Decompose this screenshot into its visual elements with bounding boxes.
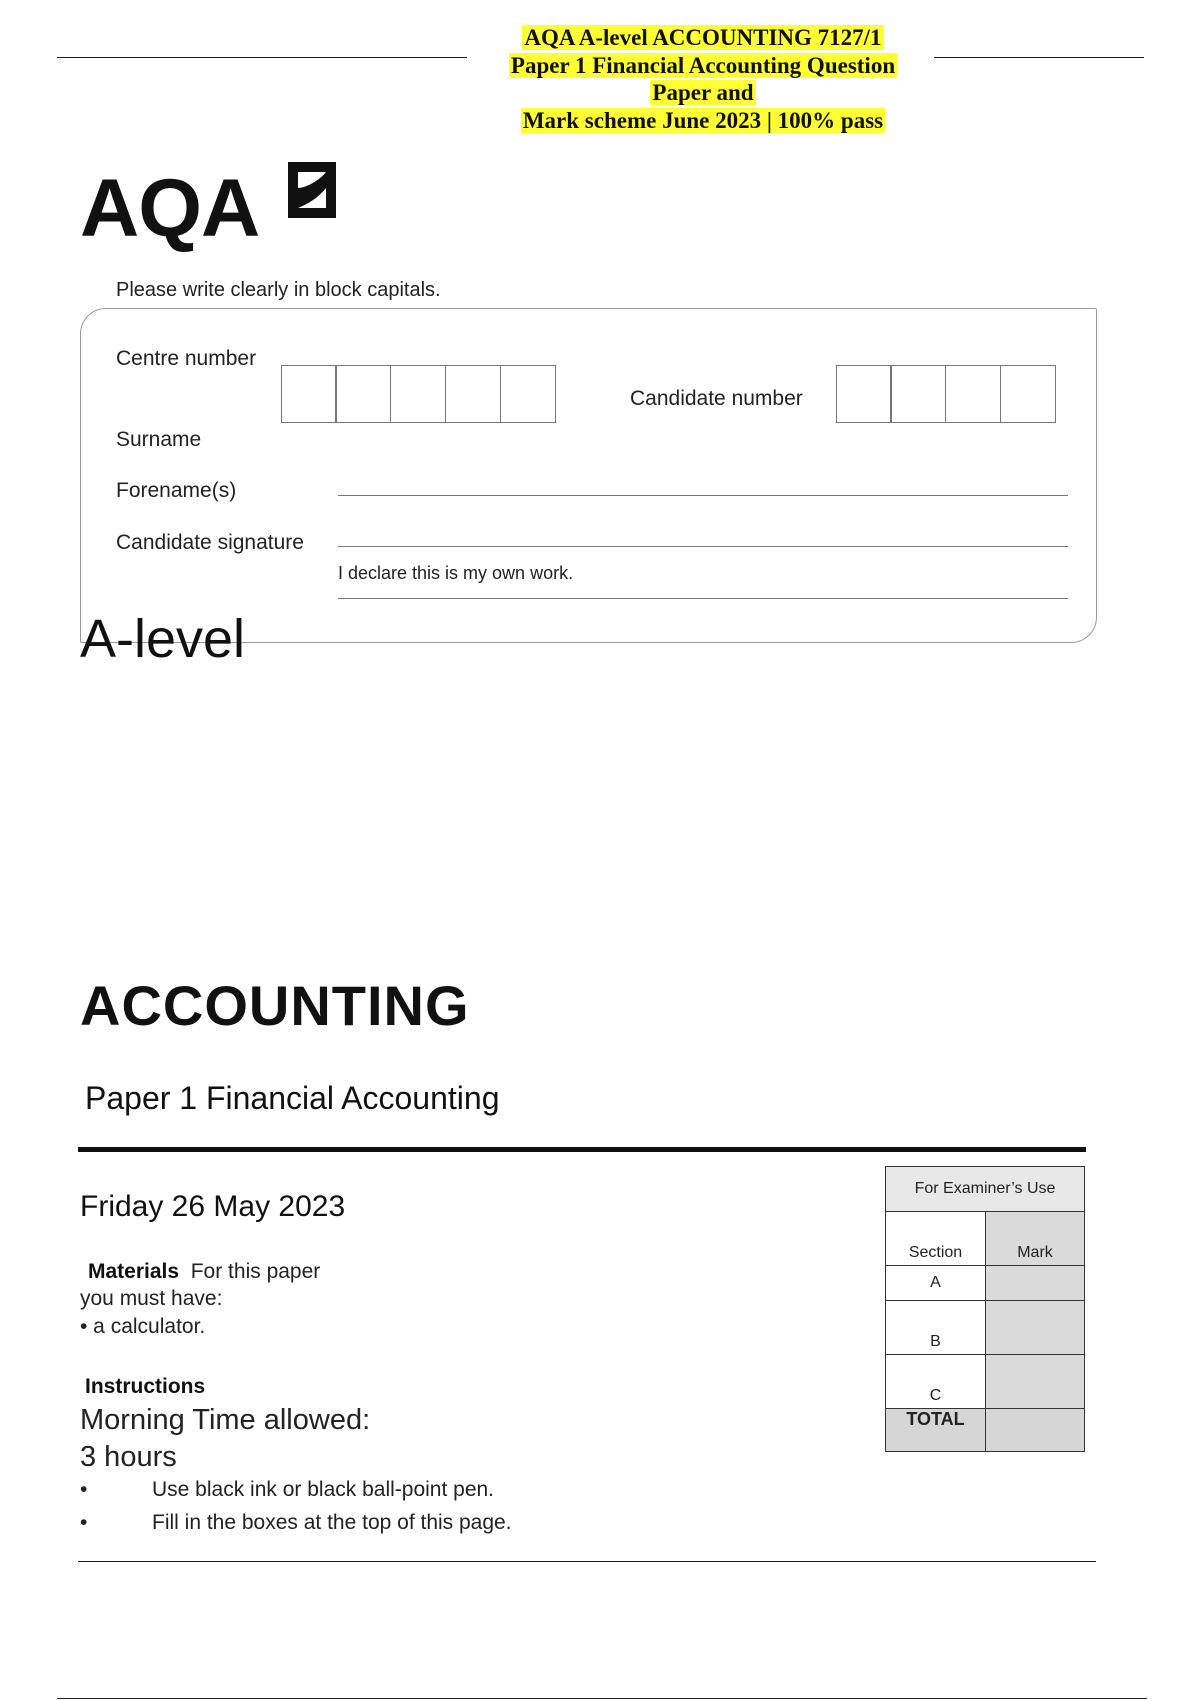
block-capitals-instruction: Please write clearly in block capitals. bbox=[116, 279, 441, 301]
total-mark bbox=[986, 1409, 1085, 1452]
declaration-rule bbox=[338, 598, 1068, 599]
instruction-bullet-2 bbox=[80, 1511, 512, 1535]
mark-column-header: Mark bbox=[986, 1212, 1085, 1266]
section-b-mark bbox=[986, 1301, 1085, 1355]
forenames-field[interactable] bbox=[338, 495, 1068, 496]
candidate-number-digit[interactable] bbox=[1000, 365, 1056, 423]
paper-title: Paper 1 Financial Accounting bbox=[85, 1080, 500, 1116]
candidate-number-label: Candidate number bbox=[630, 387, 803, 410]
instruction-text-2: Fill in the boxes at the top of this page. bbox=[152, 1511, 512, 1534]
bullet-icon: • bbox=[80, 1478, 88, 1501]
time-allowed-line-2: 3 hours bbox=[80, 1441, 177, 1473]
candidate-number-digit[interactable] bbox=[836, 365, 892, 423]
aqa-logo-icon bbox=[284, 158, 340, 220]
materials-line-2: you must have: bbox=[80, 1287, 223, 1311]
section-a-label: A bbox=[886, 1266, 986, 1301]
signature-label: Candidate signature bbox=[116, 531, 304, 554]
examiner-table-title: For Examiner’s Use bbox=[886, 1167, 1085, 1212]
signature-field[interactable] bbox=[338, 546, 1068, 547]
instructions-bottom-rule bbox=[78, 1561, 1096, 1562]
bullet-icon: • bbox=[80, 1511, 88, 1534]
title-divider bbox=[78, 1147, 1086, 1152]
banner-line-1: AQA A-level ACCOUNTING 7127/1 bbox=[524, 25, 882, 50]
candidate-number-boxes bbox=[837, 365, 1056, 423]
materials-section bbox=[80, 1258, 320, 1340]
time-allowed bbox=[80, 1402, 370, 1476]
instructions-heading: Instructions bbox=[85, 1375, 206, 1398]
surname-label: Surname bbox=[116, 428, 202, 451]
time-allowed-line-1: Morning Time allowed: bbox=[80, 1404, 371, 1436]
section-b-label: B bbox=[886, 1301, 986, 1355]
materials-heading: Materials bbox=[88, 1260, 180, 1283]
page-bottom-rule bbox=[57, 1698, 1147, 1699]
centre-number-boxes bbox=[282, 365, 556, 423]
section-a-mark bbox=[986, 1266, 1085, 1301]
centre-number-digit[interactable] bbox=[281, 365, 337, 423]
top-rule-right bbox=[934, 57, 1144, 58]
centre-number-digit[interactable] bbox=[335, 365, 391, 423]
candidate-number-digit[interactable] bbox=[890, 365, 946, 423]
centre-number-digit[interactable] bbox=[500, 365, 556, 423]
section-c-mark bbox=[986, 1355, 1085, 1409]
candidate-number-digit[interactable] bbox=[945, 365, 1001, 423]
section-c-label: C bbox=[886, 1355, 986, 1409]
banner-line-3: Paper and bbox=[652, 80, 754, 105]
banner-line-2: Paper 1 Financial Accounting Question bbox=[510, 52, 896, 78]
centre-number-digit[interactable] bbox=[445, 365, 501, 423]
exam-date: Friday 26 May 2023 bbox=[80, 1190, 346, 1223]
banner-line-4: Mark scheme June 2023 | 100% pass bbox=[522, 107, 884, 133]
examiner-use-table bbox=[885, 1166, 1085, 1452]
qualification-level: A-level bbox=[80, 609, 246, 669]
instruction-text-1: Use black ink or black ball-point pen. bbox=[152, 1478, 495, 1501]
section-column-header: Section bbox=[886, 1212, 986, 1266]
forenames-label: Forename(s) bbox=[116, 479, 237, 502]
total-label: TOTAL bbox=[886, 1409, 986, 1452]
instruction-bullet-1 bbox=[80, 1478, 494, 1502]
top-rule-left bbox=[57, 57, 467, 58]
centre-number-label: Centre number bbox=[116, 347, 257, 370]
aqa-logo-text: AQA bbox=[80, 163, 260, 254]
centre-number-digit[interactable] bbox=[390, 365, 446, 423]
subject-title: ACCOUNTING bbox=[80, 974, 470, 1037]
declaration-text: I declare this is my own work. bbox=[338, 563, 574, 583]
document-title-banner bbox=[488, 24, 918, 134]
materials-item-calculator: • a calculator. bbox=[80, 1314, 206, 1338]
materials-line-1: For this paper bbox=[190, 1260, 321, 1283]
